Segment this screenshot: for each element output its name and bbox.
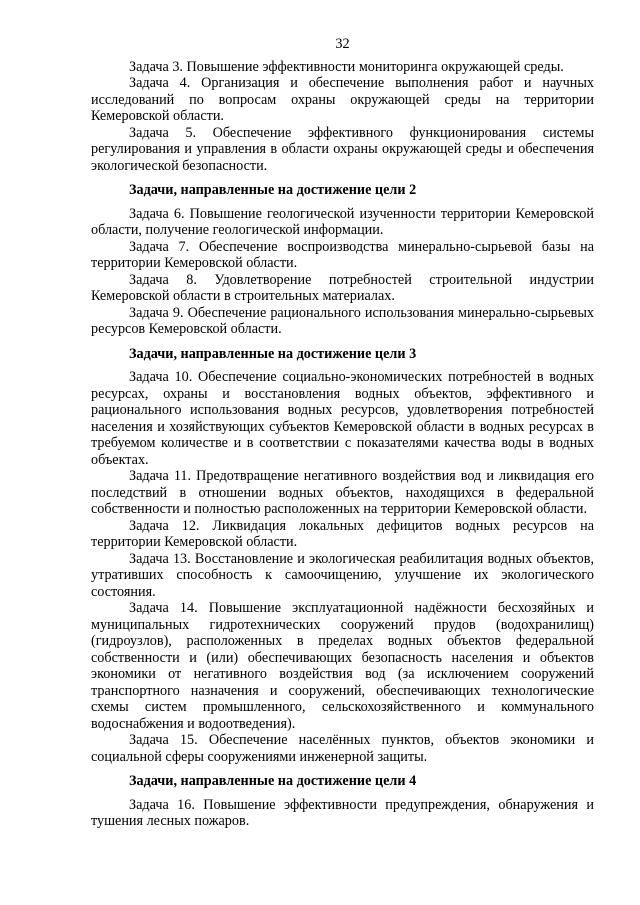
section-heading-goal-2: Задачи, направленные на достижение цели 2	[129, 182, 417, 198]
task-8: Задача 8. Удовлетворение потребностей строительной индустрии Кемеровской области в строительных материалах.	[91, 271, 594, 304]
task-7: Задача 7. Обеспечение воспроизводства минерально-сырьевой базы на территории Кемеровской области.	[91, 238, 594, 271]
section-goal-2	[91, 182, 594, 338]
page-number: 32	[335, 36, 350, 52]
task-14: Задача 14. Повышение эксплуатационной надёжности бесхозяйных и муниципальных гидротехнических сооружений прудов (водохранилищ) (гидроузлов), расположенных в пределах водных объектов федеральной собственности и (или) обеспечивающих безопасность населения и объектов экономики от негативного воздействия вод (за исключением сооружений транспортного назначения и сооружений, обеспечивающих технологические схемы систем промышленного, сельскохозяйственного и коммунального водоснабжения и водоотведения).	[91, 600, 594, 732]
task-9: Задача 9. Обеспечение рационального использования минерально-сырьевых ресурсов Кемеровской области.	[91, 304, 594, 337]
task-5: Задача 5. Обеспечение эффективного функционирования системы регулирования и управления в области охраны окружающей среды и обеспечения экологической безопасности.	[91, 124, 594, 174]
task-6: Задача 6. Повышение геологической изученности территории Кемеровской области, получение геологической информации.	[91, 205, 594, 238]
section-goal-3	[91, 346, 594, 766]
task-16: Задача 16. Повышение эффективности предупреждения, обнаружения и тушения лесных пожаров.	[91, 796, 594, 829]
task-3: Задача 3. Повышение эффективности мониторинга окружающей среды.	[129, 58, 564, 75]
task-12: Задача 12. Ликвидация локальных дефицитов водных ресурсов на территории Кемеровской области.	[91, 517, 594, 550]
task-15: Задача 15. Обеспечение населённых пунктов, объектов экономики и социальной сферы сооружениями инженерной защиты.	[91, 732, 594, 765]
section-intro	[91, 59, 594, 175]
task-4: Задача 4. Организация и обеспечение выполнения работ и научных исследований по вопросам охраны окружающей среды на территории Кемеровской области.	[91, 75, 594, 124]
task-11: Задача 11. Предотвращение негативного воздействия вод и ликвидация его последствий в отношении водных объектов, находящихся в федеральной собственности и полностью расположенных на территории Кемеровской области.	[91, 468, 594, 517]
task-10: Задача 10. Обеспечение социально-экономических потребностей в водных ресурсах, охраны и восстановления водных объектов, эффективного и рационального использования водных ресурсов, удовлетворения потребностей населения и хозяйствующих субъектов Кемеровской области в водных ресурсах в требуемом количестве и в соответствии с показателями качества воды в водных объектах.	[91, 369, 594, 468]
document-page	[91, 36, 594, 830]
task-13: Задача 13. Восстановление и экологическая реабилитация водных объектов, утративших способность к самоочищению, улучшение их экологического состояния.	[91, 550, 594, 600]
section-heading-goal-3: Задачи, направленные на достижение цели 3	[129, 345, 417, 362]
section-goal-4	[91, 773, 594, 830]
section-heading-goal-4: Задачи, направленные на достижение цели 4	[129, 773, 417, 789]
